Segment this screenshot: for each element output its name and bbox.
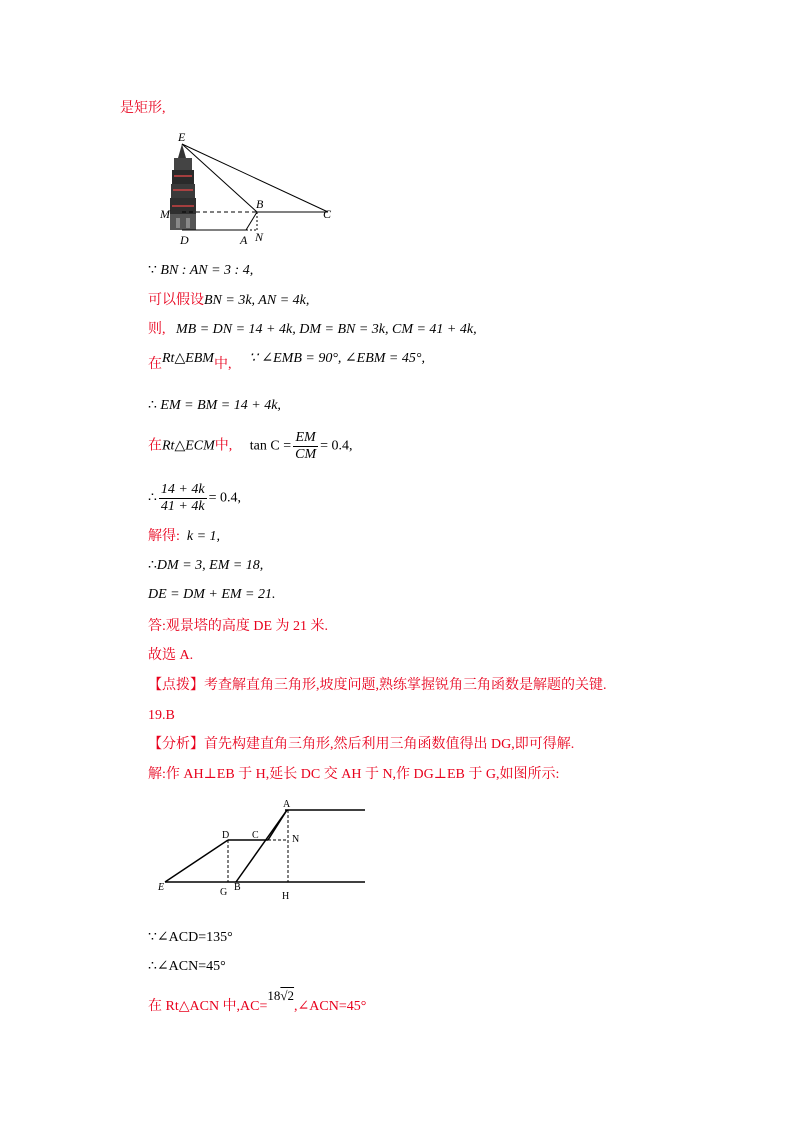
label-C: C: [252, 830, 259, 841]
label-B: B: [234, 882, 241, 893]
question-number: 19.B: [148, 708, 175, 723]
label-H: H: [282, 891, 290, 902]
label-A: A: [283, 799, 291, 810]
line-assume: 可以假设BN = 3k, AN = 4k,: [148, 293, 310, 308]
line-em-bm: ∴ EM = BM = 14 + 4k,: [148, 398, 281, 413]
line-lengths: 则, MB = DN = 14 + 4k, DM = BN = 3k, CM = 41 + 4k,: [148, 322, 477, 337]
label-M: M: [160, 207, 170, 221]
label-D: D: [180, 233, 189, 247]
line-EC: [182, 144, 328, 212]
line-dm-em: ∴DM = 3, EM = 18,: [148, 558, 264, 573]
line-rt-ebm: 在Rt△EBM中, ∵ ∠EMB = 90°, ∠EBM = 45°,: [148, 351, 425, 372]
label-N: N: [292, 834, 300, 845]
label-E: E: [158, 882, 165, 893]
label-E: E: [178, 130, 186, 144]
line-answer: 答:观景塔的高度 DE 为 21 米.: [148, 619, 329, 634]
line-solution: 解:作 AH⊥EB 于 H,延长 DC 交 AH 于 N,作 DG⊥EB 于 G,如图所示:: [148, 767, 560, 782]
line-choice: 故选 A.: [148, 648, 194, 663]
label-D: D: [222, 830, 230, 841]
line-acd: ∵∠ACD=135°: [148, 930, 233, 945]
line-rt-ecm: 在Rt△ECM中, tan C = $\frac{EM}{CM}$ = 0.4,: [148, 430, 353, 462]
slope-diagram: [150, 798, 380, 908]
line-equation: ∴ $\frac{14 + 4k}{41 + 4k}$ = 0.4,: [148, 482, 241, 514]
label-G: G: [220, 887, 228, 898]
line-analysis: 【分析】首先构建直角三角形,然后利用三角函数值得出 DG,即可得解.: [148, 737, 575, 752]
line-BA: [236, 810, 287, 882]
line-solve: 解得: k = 1,: [148, 529, 221, 544]
tower-illustration: [170, 144, 196, 230]
continuation-text: 是矩形,: [120, 101, 166, 116]
label-N: N: [255, 230, 264, 244]
tower-diagram: [160, 128, 350, 248]
label-C: C: [323, 207, 332, 221]
line-note: 【点拨】考查解直角三角形,坡度问题,熟练掌握锐角三角函数是解题的关键.: [148, 678, 607, 693]
label-A: A: [240, 233, 248, 247]
line-rt-acn: 在 Rt△ACN 中,AC=18√2,∠ACN=45°: [148, 988, 367, 1014]
line-de: DE = DM + EM = 21.: [148, 587, 276, 602]
line-acn: ∴∠ACN=45°: [148, 959, 226, 974]
line-ratio: ∵ BN : AN = 3 : 4,: [148, 263, 254, 278]
line-ED: [165, 840, 228, 882]
label-B: B: [256, 197, 264, 211]
line-AB: [246, 212, 257, 230]
